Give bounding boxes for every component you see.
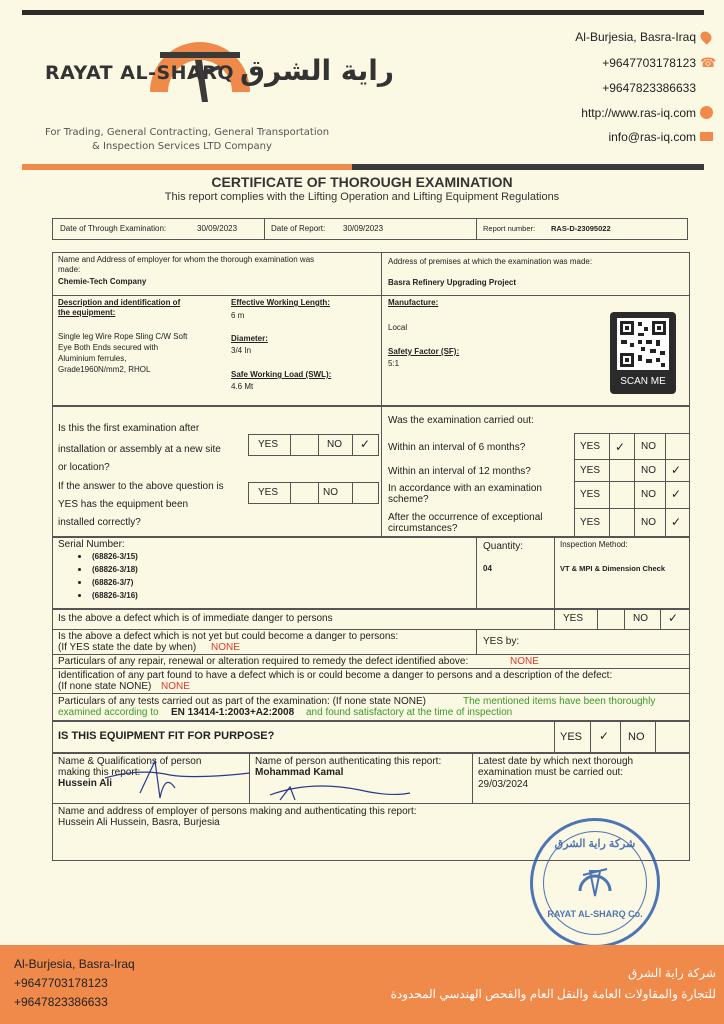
contact-email[interactable]: info@ras-iq.com [608, 130, 696, 144]
globe-icon [700, 106, 713, 119]
stamp-emblem-icon [575, 861, 615, 901]
immediate-danger-question: Is the above a defect which is of immediate danger to persons [58, 613, 333, 624]
interval-scheme-yes-option[interactable]: YES [580, 489, 601, 500]
quantity-value: 04 [483, 564, 492, 573]
footer-services-ar: للتجارة والمقاولات العامة والنقل العام والفحص الهندسي المحدودة [390, 987, 716, 1001]
first-exam-question: or location? [58, 462, 110, 473]
premises-value: Basra Refinery Upgrading Project [388, 278, 517, 287]
interval-exceptional-label: circumstances? [388, 523, 458, 534]
future-danger-question: Is the above a defect which is not yet but could become a danger to persons: [58, 631, 399, 642]
report-number-label: Report number: [483, 224, 536, 233]
footer-phone-2: +9647823386633 [14, 995, 108, 1009]
future-danger-value: NONE [211, 642, 240, 653]
safety-factor-value: 5:1 [388, 359, 400, 368]
contact-address: Al-Burjesia, Basra-Iraq [575, 30, 696, 44]
first-exam-no-check-icon[interactable]: ✓ [360, 437, 371, 451]
interval-6-months-label: Within an interval of 6 months? [388, 442, 526, 453]
exam-date-label: Date of Through Examination: [60, 224, 167, 233]
future-danger-hint: (If YES state the date by when) [58, 642, 197, 653]
defect-identification-hint: (If none state NONE) [58, 681, 152, 692]
safety-factor-label: Safety Factor (SF): [388, 347, 460, 356]
interval-12-months-label: Within an interval of 12 months? [388, 466, 531, 477]
report-maker-value: Hussein Ali [58, 778, 113, 789]
qr-code[interactable] [610, 312, 676, 394]
diameter-label: Diameter: [231, 334, 268, 343]
bullet-icon [78, 555, 81, 558]
fit-yes-check-icon[interactable]: ✓ [599, 729, 610, 743]
footer-phone-1: +9647703178123 [14, 976, 108, 990]
tests-result-text: examined according to [58, 707, 159, 718]
quantity-label: Quantity: [483, 541, 524, 552]
contact-website[interactable]: http://www.ras-iq.com [581, 106, 696, 120]
first-exam-no-option[interactable]: NO [327, 439, 342, 450]
first-exam-yes-option[interactable]: YES [258, 439, 279, 450]
report-maker-label: Name & Qualifications of person [58, 756, 202, 767]
qr-caption: SCAN ME [620, 376, 666, 387]
header-top-bar [22, 10, 704, 15]
ewl-value: 6 m [231, 311, 245, 320]
description-line: Grade1960N/mm2, RHOL [58, 365, 151, 374]
interval-exceptional-no-option[interactable]: NO [641, 517, 656, 528]
repair-value: NONE [510, 656, 539, 667]
tests-label: Particulars of any tests carried out as part of the examination: (If none state NONE) [58, 696, 426, 707]
installed-question: If the answer to the above question is [58, 481, 224, 492]
phone-icon: ☎ [700, 55, 717, 70]
header-divider-dark [22, 164, 352, 170]
contact-phone-2: +9647823386633 [602, 81, 696, 95]
report-date-value: 30/09/2023 [343, 224, 384, 233]
footer-company-ar: شركة راية الشرق [627, 966, 716, 980]
fit-yes-option[interactable]: YES [560, 731, 583, 743]
serial-number-label: Serial Number: [58, 539, 125, 550]
ewl-label: Effective Working Length: [231, 298, 330, 307]
immediate-no-option[interactable]: NO [633, 613, 648, 624]
description-label-2: the equipment: [58, 308, 116, 317]
defect-identification-label: Identification of any part found to have a defect which is or could become a danger to persons and a description of the defect: [58, 670, 613, 681]
tests-result-text: and found satisfactory at the time of inspection [306, 707, 513, 718]
logo-text-ar: راية الشرق [240, 54, 395, 87]
serial-number-item: (68826-3/18) [92, 565, 138, 574]
interval-exceptional-yes-option[interactable]: YES [580, 517, 601, 528]
tagline-line-2: & Inspection Services LTD Company [92, 141, 272, 152]
interval-6-yes-check-icon[interactable]: ✓ [615, 440, 626, 454]
interval-exceptional-label: After the occurrence of exceptional [388, 512, 543, 523]
next-exam-value: 29/03/2024 [478, 779, 529, 790]
repair-label: Particulars of any repair, renewal or alteration required to remedy the defect identified above: [58, 656, 469, 667]
authenticator-value: Mohammad Kamal [255, 767, 344, 778]
inspection-method-label: Inspection Method: [560, 540, 628, 549]
qr-pattern-icon [617, 318, 669, 370]
description-line: Single leg Wire Rope Sling C/W Soft [58, 332, 188, 341]
next-exam-label: examination must be carried out: [478, 767, 624, 778]
report-date-label: Date of Report: [271, 224, 326, 233]
interval-6-no-option[interactable]: NO [641, 441, 656, 452]
immediate-no-check-icon[interactable]: ✓ [668, 611, 679, 625]
swl-value: 4.6 Mt [231, 382, 254, 391]
interval-scheme-no-option[interactable]: NO [641, 489, 656, 500]
employer-persons-label: Name and address of employer of persons making and authenticating this report: [58, 806, 417, 817]
first-exam-question: installation or assembly at a new site [58, 444, 221, 455]
report-maker-signature [100, 753, 260, 813]
serial-number-item: (68826-3/16) [92, 591, 138, 600]
premises-label: Address of premises at which the examination was made: [388, 257, 593, 266]
installed-question: YES has the equipment been [58, 499, 189, 510]
interval-scheme-label: In accordance with an examination [388, 483, 542, 494]
certificate-subtitle: This report complies with the Lifting Operation and Lifting Equipment Regulations [164, 191, 560, 203]
email-icon [700, 132, 713, 141]
company-stamp [530, 818, 660, 948]
inspection-method-value: VT & MPI & Dimension Check [560, 564, 666, 573]
interval-scheme-label: scheme? [388, 494, 429, 505]
tagline-line-1: For Trading, General Contracting, General Transportation [45, 127, 330, 138]
location-icon [698, 29, 714, 45]
tests-result-text: The mentioned items have been thoroughly [463, 696, 656, 707]
description-label-1: Description and identification of [58, 298, 181, 307]
tests-standard: EN 13414-1:2003+A2:2008 [171, 707, 295, 718]
employer-persons-value: Hussein Ali Hussein, Basra, Burjesia [58, 817, 220, 828]
description-line: Eye Both Ends secured with [58, 343, 159, 352]
report-number-value: RAS-D-23095022 [551, 224, 611, 233]
first-exam-question: Is this the first examination after [58, 423, 200, 434]
interval-heading: Was the examination carried out: [388, 415, 534, 426]
interval-12-yes-option[interactable]: YES [580, 465, 601, 476]
stamp-text-en: RAYAT AL-SHARQ Co. [547, 909, 643, 919]
swl-label: Safe Working Load (SWL): [231, 370, 332, 379]
employer-value: Chemie-Tech Company [58, 277, 147, 286]
header-divider-orange [352, 164, 704, 170]
manufacture-value: Local [388, 323, 408, 332]
report-maker-label: making this report: [58, 767, 141, 778]
serial-number-item: (68826-3/7) [92, 578, 134, 587]
bullet-icon [78, 581, 81, 584]
bullet-icon [78, 594, 81, 597]
employer-premises-block [52, 252, 690, 406]
diameter-value: 3/4 In [231, 346, 252, 355]
interval-12-no-check-icon[interactable]: ✓ [671, 463, 682, 477]
employer-label-1: Name and Address of employer for whom the thorough examination was [58, 255, 315, 264]
authenticator-label: Name of person authenticating this report: [255, 756, 442, 767]
footer-bar [0, 945, 724, 1024]
interval-scheme-no-check-icon[interactable]: ✓ [671, 487, 682, 501]
interval-12-no-option[interactable]: NO [641, 465, 656, 476]
contact-phone-1: +9647703178123 [602, 56, 696, 70]
next-exam-label: Latest date by which next thorough [478, 756, 634, 767]
immediate-yes-option[interactable]: YES [563, 613, 584, 624]
manufacture-label: Manufacture: [388, 298, 439, 307]
yes-by-label: YES by: [483, 636, 520, 647]
bullet-icon [78, 568, 81, 571]
certificate-title: CERTIFICATE OF THOROUGH EXAMINATION [211, 174, 513, 190]
defect-identification-value: NONE [161, 681, 190, 692]
exam-date-value: 30/09/2023 [197, 224, 238, 233]
serial-number-item: (68826-3/15) [92, 552, 138, 561]
fit-no-option[interactable]: NO [628, 731, 645, 743]
installed-question: installed correctly? [58, 517, 141, 528]
employer-label-2: made: [58, 265, 81, 274]
description-line: Aluminium ferrules, [58, 354, 127, 363]
interval-exceptional-no-check-icon[interactable]: ✓ [671, 515, 682, 529]
fit-for-purpose-question: IS THIS EQUIPMENT FIT FOR PURPOSE? [58, 730, 275, 742]
logo-text-en: RAYAT AL-SHARQ [45, 62, 235, 84]
installed-yes-option[interactable]: YES [258, 487, 279, 498]
footer-address: Al-Burjesia, Basra-Iraq [14, 957, 135, 971]
authenticator-signature [260, 775, 420, 805]
installed-no-option[interactable]: NO [323, 487, 338, 498]
interval-6-yes-option[interactable]: YES [580, 441, 601, 452]
stamp-text-ar: شركة راية الشرق [554, 838, 636, 850]
